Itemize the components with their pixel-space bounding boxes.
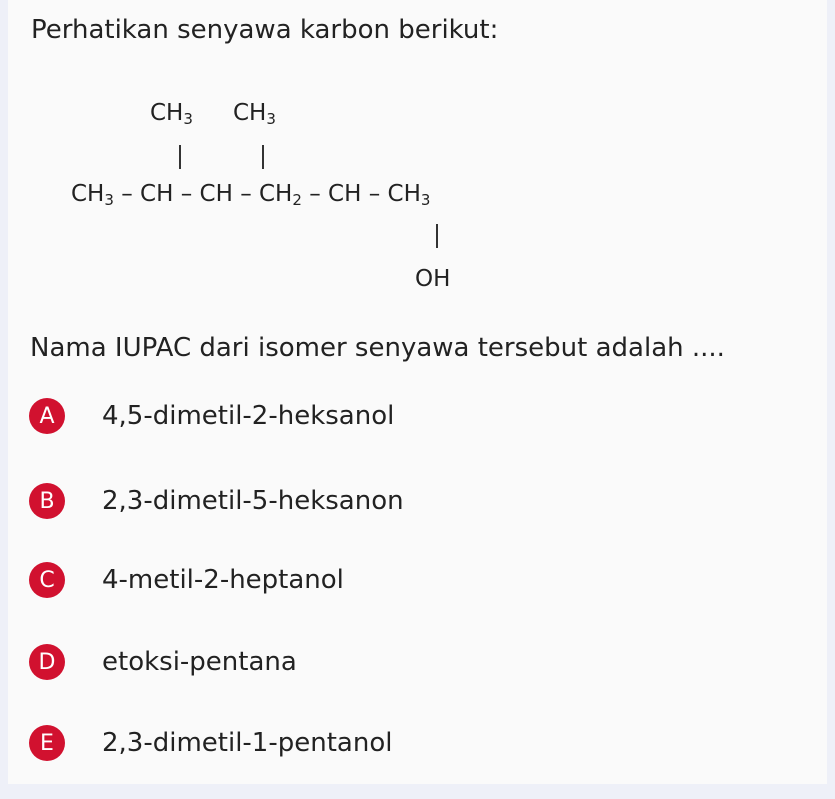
- option-badge-b: B: [29, 483, 65, 519]
- structure-top-left-main: CH: [150, 100, 184, 126]
- answer-option-a[interactable]: [29, 397, 394, 435]
- option-badge-a: A: [29, 398, 65, 434]
- chain-dash-2: –: [180, 181, 193, 207]
- question-intro: Perhatikan senyawa karbon berikut:: [31, 15, 499, 45]
- option-label-c: 4-metil-2-heptanol: [102, 565, 344, 595]
- bond-line-middle: [262, 145, 264, 169]
- chain-dash-1: –: [121, 181, 133, 207]
- option-badge-d: D: [29, 644, 65, 680]
- chemical-structure: [58, 84, 578, 294]
- chain-ch3-right-main: CH: [387, 181, 421, 207]
- structure-main-chain: [71, 181, 430, 207]
- bond-line-bottom: [436, 224, 438, 248]
- chain-ch3-left-sub: 3: [104, 191, 114, 209]
- structure-bottom-main: OH: [415, 266, 451, 292]
- structure-top-right-main: CH: [233, 100, 267, 126]
- chain-dash-4: –: [309, 181, 321, 207]
- structure-top-right-sub: 3: [266, 110, 276, 128]
- answer-option-d[interactable]: [29, 643, 297, 681]
- chain-ch-1: CH: [140, 181, 174, 207]
- chain-ch2-sub: 2: [292, 191, 302, 209]
- chain-ch-3: CH: [328, 181, 362, 207]
- option-label-b: 2,3-dimetil-5-heksanon: [102, 486, 404, 516]
- chain-dash-5: –: [368, 181, 381, 207]
- answer-option-b[interactable]: [29, 482, 404, 520]
- option-label-e: 2,3-dimetil-1-pentanol: [102, 728, 393, 758]
- structure-top-left-sub: 3: [183, 110, 193, 128]
- chain-ch3-left-main: CH: [71, 181, 105, 207]
- chain-ch3-right-sub: 3: [420, 191, 431, 209]
- chain-dash-3: –: [240, 181, 252, 207]
- chain-ch2-main: CH: [259, 181, 293, 207]
- answer-option-e[interactable]: [29, 724, 392, 762]
- bond-line-left: [179, 145, 181, 169]
- structure-top-left-group: [150, 100, 193, 126]
- chain-ch-2: CH: [199, 181, 233, 207]
- option-label-d: etoksi-pentana: [102, 647, 297, 677]
- option-badge-c: C: [29, 562, 65, 598]
- option-label-a: 4,5-dimetil-2-heksanol: [102, 401, 395, 431]
- question-prompt: Nama IUPAC dari isomer senyawa tersebut adalah ....: [30, 333, 725, 363]
- answer-option-c[interactable]: [29, 561, 344, 599]
- structure-top-right-group: [233, 100, 276, 126]
- option-badge-e: E: [29, 725, 65, 761]
- structure-bottom-group: [415, 266, 450, 292]
